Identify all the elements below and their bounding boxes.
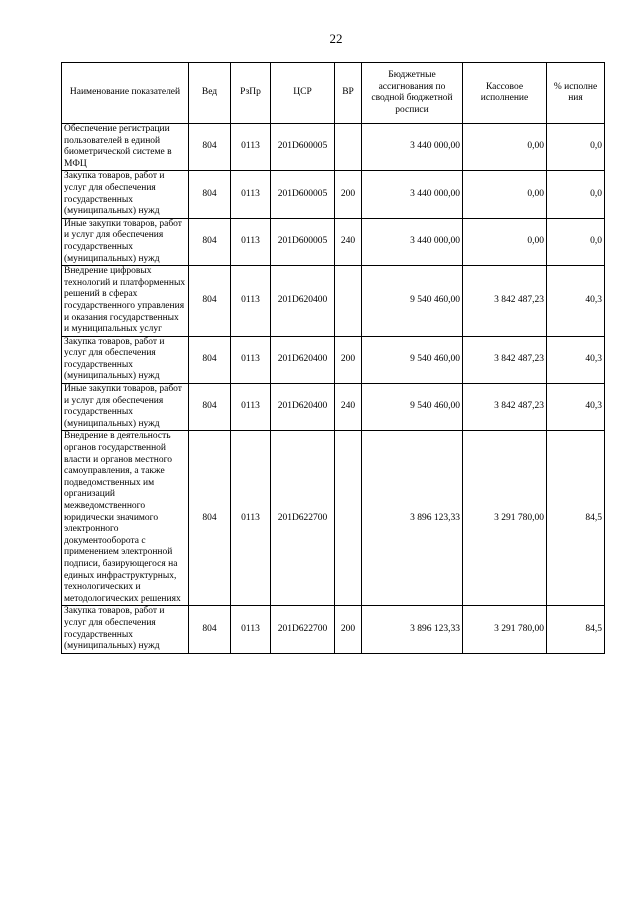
header-budget: Бюджетные ассигнования по сводной бюджетной росписи [362, 63, 463, 124]
row-csr: 201D622700 [271, 606, 335, 653]
header-pct: % исполне ния [547, 63, 605, 124]
row-rzpr: 0113 [231, 218, 271, 265]
row-name: Иные закупки товаров, работ и услуг для обеспечения государственных (муниципальных) нужд [62, 218, 189, 265]
row-vr: 240 [335, 218, 362, 265]
row-pct: 0,0 [547, 218, 605, 265]
header-vr: ВР [335, 63, 362, 124]
row-vr: 240 [335, 384, 362, 431]
table-row [62, 336, 605, 383]
table-row [62, 606, 605, 653]
row-ved: 804 [189, 218, 231, 265]
table-row [62, 218, 605, 265]
row-ved: 804 [189, 171, 231, 218]
budget-execution-table [61, 62, 605, 654]
row-budget: 3 440 000,00 [362, 171, 463, 218]
row-pct: 84,5 [547, 606, 605, 653]
row-budget: 3 440 000,00 [362, 124, 463, 171]
row-rzpr: 0113 [231, 384, 271, 431]
row-cash: 0,00 [463, 124, 547, 171]
table-row [62, 431, 605, 606]
row-csr: 201D620400 [271, 336, 335, 383]
row-vr: 200 [335, 606, 362, 653]
row-budget: 9 540 460,00 [362, 336, 463, 383]
row-rzpr: 0113 [231, 606, 271, 653]
row-ved: 804 [189, 124, 231, 171]
row-pct: 0,0 [547, 124, 605, 171]
row-budget: 9 540 460,00 [362, 384, 463, 431]
row-vr [335, 266, 362, 337]
row-ved: 804 [189, 606, 231, 653]
header-ved: Вед [189, 63, 231, 124]
table-row [62, 384, 605, 431]
row-budget: 3 896 123,33 [362, 606, 463, 653]
row-name: Внедрение в деятельность органов государственной власти и органов местного самоуправления, а также подведомственных им организаций межведомственного юридически значимого электронного документооборота с применением электронной подписи, базирующегося на единых инфраструктурных, технологических и методологических решениях [62, 431, 189, 606]
row-cash: 3 842 487,23 [463, 384, 547, 431]
row-budget: 9 540 460,00 [362, 266, 463, 337]
row-vr [335, 431, 362, 606]
row-pct: 40,3 [547, 266, 605, 337]
header-name: Наименование показателей [62, 63, 189, 124]
row-name: Иные закупки товаров, работ и услуг для обеспечения государственных (муниципальных) нужд [62, 384, 189, 431]
row-csr: 201D600005 [271, 218, 335, 265]
row-rzpr: 0113 [231, 124, 271, 171]
row-name: Закупка товаров, работ и услуг для обеспечения государственных (муниципальных) нужд [62, 606, 189, 653]
row-cash: 3 291 780,00 [463, 431, 547, 606]
row-name: Внедрение цифровых технологий и платформенных решений в сферах государственного управления и оказания государственных и муниципальных услуг [62, 266, 189, 337]
row-name: Закупка товаров, работ и услуг для обеспечения государственных (муниципальных) нужд [62, 171, 189, 218]
row-cash: 3 291 780,00 [463, 606, 547, 653]
row-csr: 201D600005 [271, 124, 335, 171]
row-cash: 0,00 [463, 171, 547, 218]
row-name: Обеспечение регистрации пользователей в единой биометрической системе в МФЦ [62, 124, 189, 171]
row-csr: 201D622700 [271, 431, 335, 606]
row-budget: 3 440 000,00 [362, 218, 463, 265]
row-rzpr: 0113 [231, 336, 271, 383]
row-cash: 3 842 487,23 [463, 266, 547, 337]
row-cash: 3 842 487,23 [463, 336, 547, 383]
row-rzpr: 0113 [231, 171, 271, 218]
table-row [62, 266, 605, 337]
row-rzpr: 0113 [231, 431, 271, 606]
row-name: Закупка товаров, работ и услуг для обеспечения государственных (муниципальных) нужд [62, 336, 189, 383]
page-number: 22 [329, 31, 343, 46]
row-vr [335, 124, 362, 171]
row-budget: 3 896 123,33 [362, 431, 463, 606]
row-vr: 200 [335, 171, 362, 218]
row-csr: 201D600005 [271, 171, 335, 218]
row-pct: 84,5 [547, 431, 605, 606]
header-cash: Кассовое исполнение [463, 63, 547, 124]
row-ved: 804 [189, 336, 231, 383]
table-row [62, 124, 605, 171]
row-rzpr: 0113 [231, 266, 271, 337]
row-ved: 804 [189, 266, 231, 337]
row-pct: 40,3 [547, 384, 605, 431]
row-pct: 0,0 [547, 171, 605, 218]
table-row [62, 171, 605, 218]
row-csr: 201D620400 [271, 266, 335, 337]
row-cash: 0,00 [463, 218, 547, 265]
row-pct: 40,3 [547, 336, 605, 383]
row-vr: 200 [335, 336, 362, 383]
header-rzpr: РзПр [231, 63, 271, 124]
table-header-row [62, 63, 605, 124]
header-csr: ЦСР [271, 63, 335, 124]
row-ved: 804 [189, 384, 231, 431]
row-csr: 201D620400 [271, 384, 335, 431]
row-ved: 804 [189, 431, 231, 606]
